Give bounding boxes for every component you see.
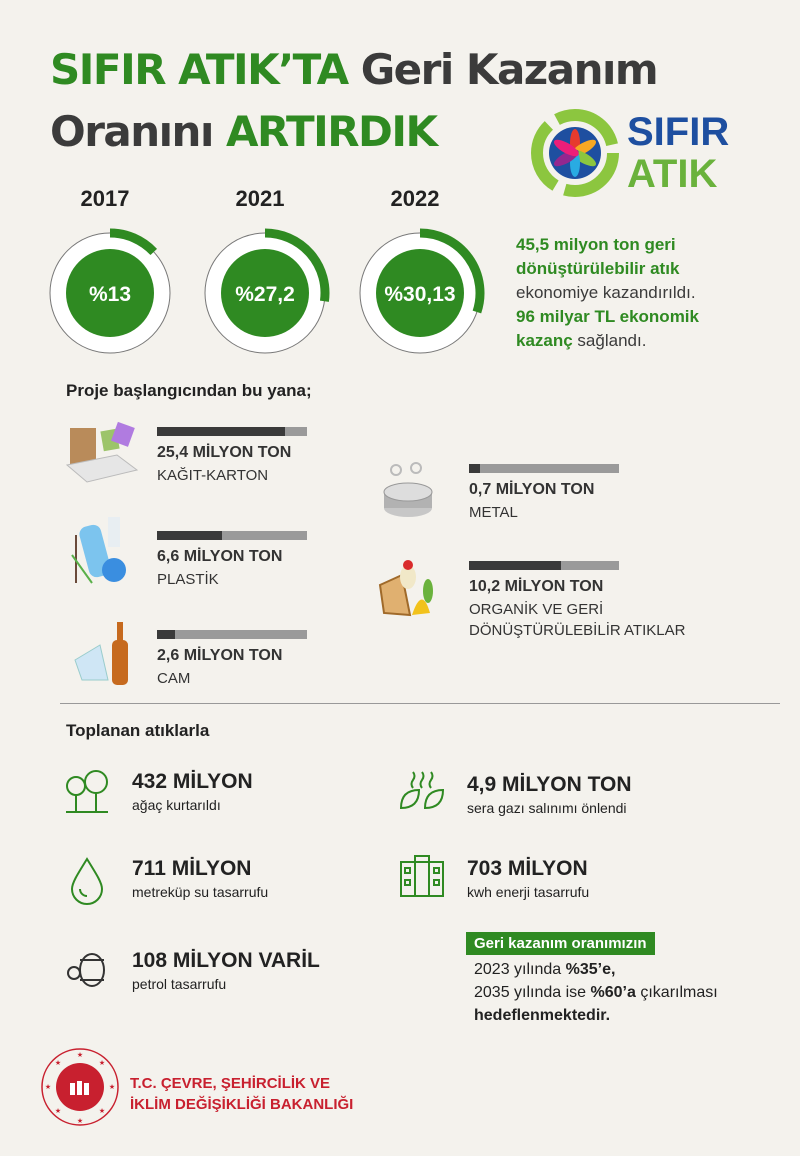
progress-fill <box>157 531 222 540</box>
title-highlight: ARTIRDIK <box>225 107 437 156</box>
material-amount: 2,6 MİLYON TON <box>157 647 283 664</box>
target-line: 2035 yılında ise <box>474 984 591 1001</box>
ministry-name <box>130 1073 353 1115</box>
logo-text-top: SIFIR <box>627 110 730 154</box>
stat-water <box>132 857 268 900</box>
target-text <box>474 958 718 1027</box>
leaf-icon <box>397 768 447 818</box>
svg-text:★: ★ <box>108 1084 116 1091</box>
material-plastik <box>157 531 307 590</box>
building-icon <box>397 852 447 902</box>
target-line: çıkarılması <box>635 984 718 1001</box>
rate-value: %30,13 <box>384 283 456 306</box>
title-line-2 <box>50 104 437 160</box>
ministry-name-line: İKLİM DEĞİŞİKLİĞİ BAKANLIĞI <box>130 1096 354 1113</box>
plastic-icon <box>62 515 142 590</box>
title-line-1 <box>50 42 657 98</box>
stat-label: sera gazı salınımı önlendi <box>467 800 627 816</box>
rate-year: 2022 <box>390 186 440 211</box>
svg-text:★: ★ <box>54 1108 62 1115</box>
title-highlight: SIFIR ATIK’TA <box>50 45 348 94</box>
progress-fill <box>157 630 175 639</box>
rate-ring <box>200 228 330 358</box>
material-amount: 6,6 MİLYON TON <box>157 548 283 565</box>
material-cam <box>157 630 307 689</box>
svg-text:★: ★ <box>98 1108 106 1115</box>
stat-label: metreküp su tasarrufu <box>132 884 269 900</box>
paper-icon <box>62 420 142 495</box>
svg-text:★: ★ <box>76 1118 84 1125</box>
rate-ring <box>355 228 485 358</box>
material-kagit-karton <box>157 427 307 486</box>
svg-text:★: ★ <box>76 1052 84 1059</box>
summary-line: 96 milyar TL ekonomik <box>516 307 699 326</box>
svg-text:★: ★ <box>44 1084 52 1091</box>
material-label: KAĞIT-KARTON <box>157 467 269 484</box>
material-label: CAM <box>157 670 191 687</box>
progress-bar <box>469 561 619 570</box>
progress-bar <box>157 427 307 436</box>
progress-bar <box>157 531 307 540</box>
target-highlight: hedeflenmektedir. <box>474 1007 611 1024</box>
stat-trees <box>132 770 253 813</box>
material-amount: 10,2 MİLYON TON <box>469 578 604 595</box>
section-divider <box>60 703 780 704</box>
glass-icon <box>70 620 150 695</box>
material-label: DÖNÜŞTÜRÜLEBİLİR ATIKLAR <box>469 622 686 639</box>
ministry-emblem-icon <box>40 1047 120 1127</box>
logo-text-bottom: ATIK <box>627 152 718 196</box>
rate-value: %27,2 <box>235 283 295 306</box>
summary-highlight: kazanç <box>516 331 573 350</box>
svg-text:★: ★ <box>54 1060 62 1067</box>
rate-value: %13 <box>88 283 132 306</box>
progress-fill <box>469 464 480 473</box>
summary-line: sağlandı. <box>572 331 647 350</box>
stat-greenhouse-gas <box>467 773 632 816</box>
stat-oil <box>132 949 320 992</box>
target-highlight: %35’e, <box>565 961 616 978</box>
rate-year: 2017 <box>80 186 130 211</box>
rate-year: 2021 <box>235 186 285 211</box>
summary-line: dönüştürülebilir atık <box>516 259 680 278</box>
ministry-name-line: T.C. ÇEVRE, ŞEHİRCİLİK VE <box>130 1075 331 1092</box>
material-amount: 25,4 MİLYON TON <box>157 444 292 461</box>
target-line: 2023 yılında <box>474 961 566 978</box>
progress-fill <box>469 561 561 570</box>
progress-fill <box>157 427 285 436</box>
target-highlight: %60’a <box>590 984 636 1001</box>
summary-line: 45,5 milyon ton geri <box>516 235 676 254</box>
tree-icon <box>62 768 112 818</box>
stat-value: 711 MİLYON <box>132 857 252 880</box>
summary-line: ekonomiye kazandırıldı. <box>516 283 696 302</box>
material-label: ORGANİK VE GERİ <box>469 601 604 618</box>
stat-value: 703 MİLYON <box>467 857 588 880</box>
recycle-flower-icon <box>525 105 625 200</box>
organic-icon <box>372 555 452 630</box>
material-amount: 0,7 MİLYON TON <box>469 481 595 498</box>
rate-ring <box>45 228 175 358</box>
stat-energy <box>467 857 589 900</box>
title-text: Geri Kazanım <box>360 45 658 94</box>
svg-text:★: ★ <box>98 1060 106 1067</box>
material-label: METAL <box>469 504 518 521</box>
material-label: PLASTİK <box>157 571 219 588</box>
stat-label: kwh enerji tasarrufu <box>467 884 590 900</box>
stats-heading: Toplanan atıklarla <box>66 721 210 740</box>
oil-barrel-icon <box>62 945 112 995</box>
summary-text <box>516 233 699 353</box>
target-badge: Geri kazanım oranımızın <box>466 932 655 955</box>
metal-icon <box>368 460 448 535</box>
water-drop-icon <box>62 855 112 905</box>
progress-bar <box>469 464 619 473</box>
stat-value: 108 MİLYON VARİL <box>132 949 320 972</box>
stat-label: ağaç kurtarıldı <box>132 797 221 813</box>
stat-label: petrol tasarrufu <box>132 976 227 992</box>
title-text: Oranını <box>50 107 213 156</box>
stat-value: 4,9 MİLYON TON <box>467 773 632 796</box>
materials-heading: Proje başlangıcından bu yana; <box>66 381 312 400</box>
stat-value: 432 MİLYON <box>132 770 253 793</box>
material-organik <box>469 561 685 641</box>
sifir-atik-logo <box>525 105 745 200</box>
progress-bar <box>157 630 307 639</box>
material-metal <box>469 464 619 523</box>
